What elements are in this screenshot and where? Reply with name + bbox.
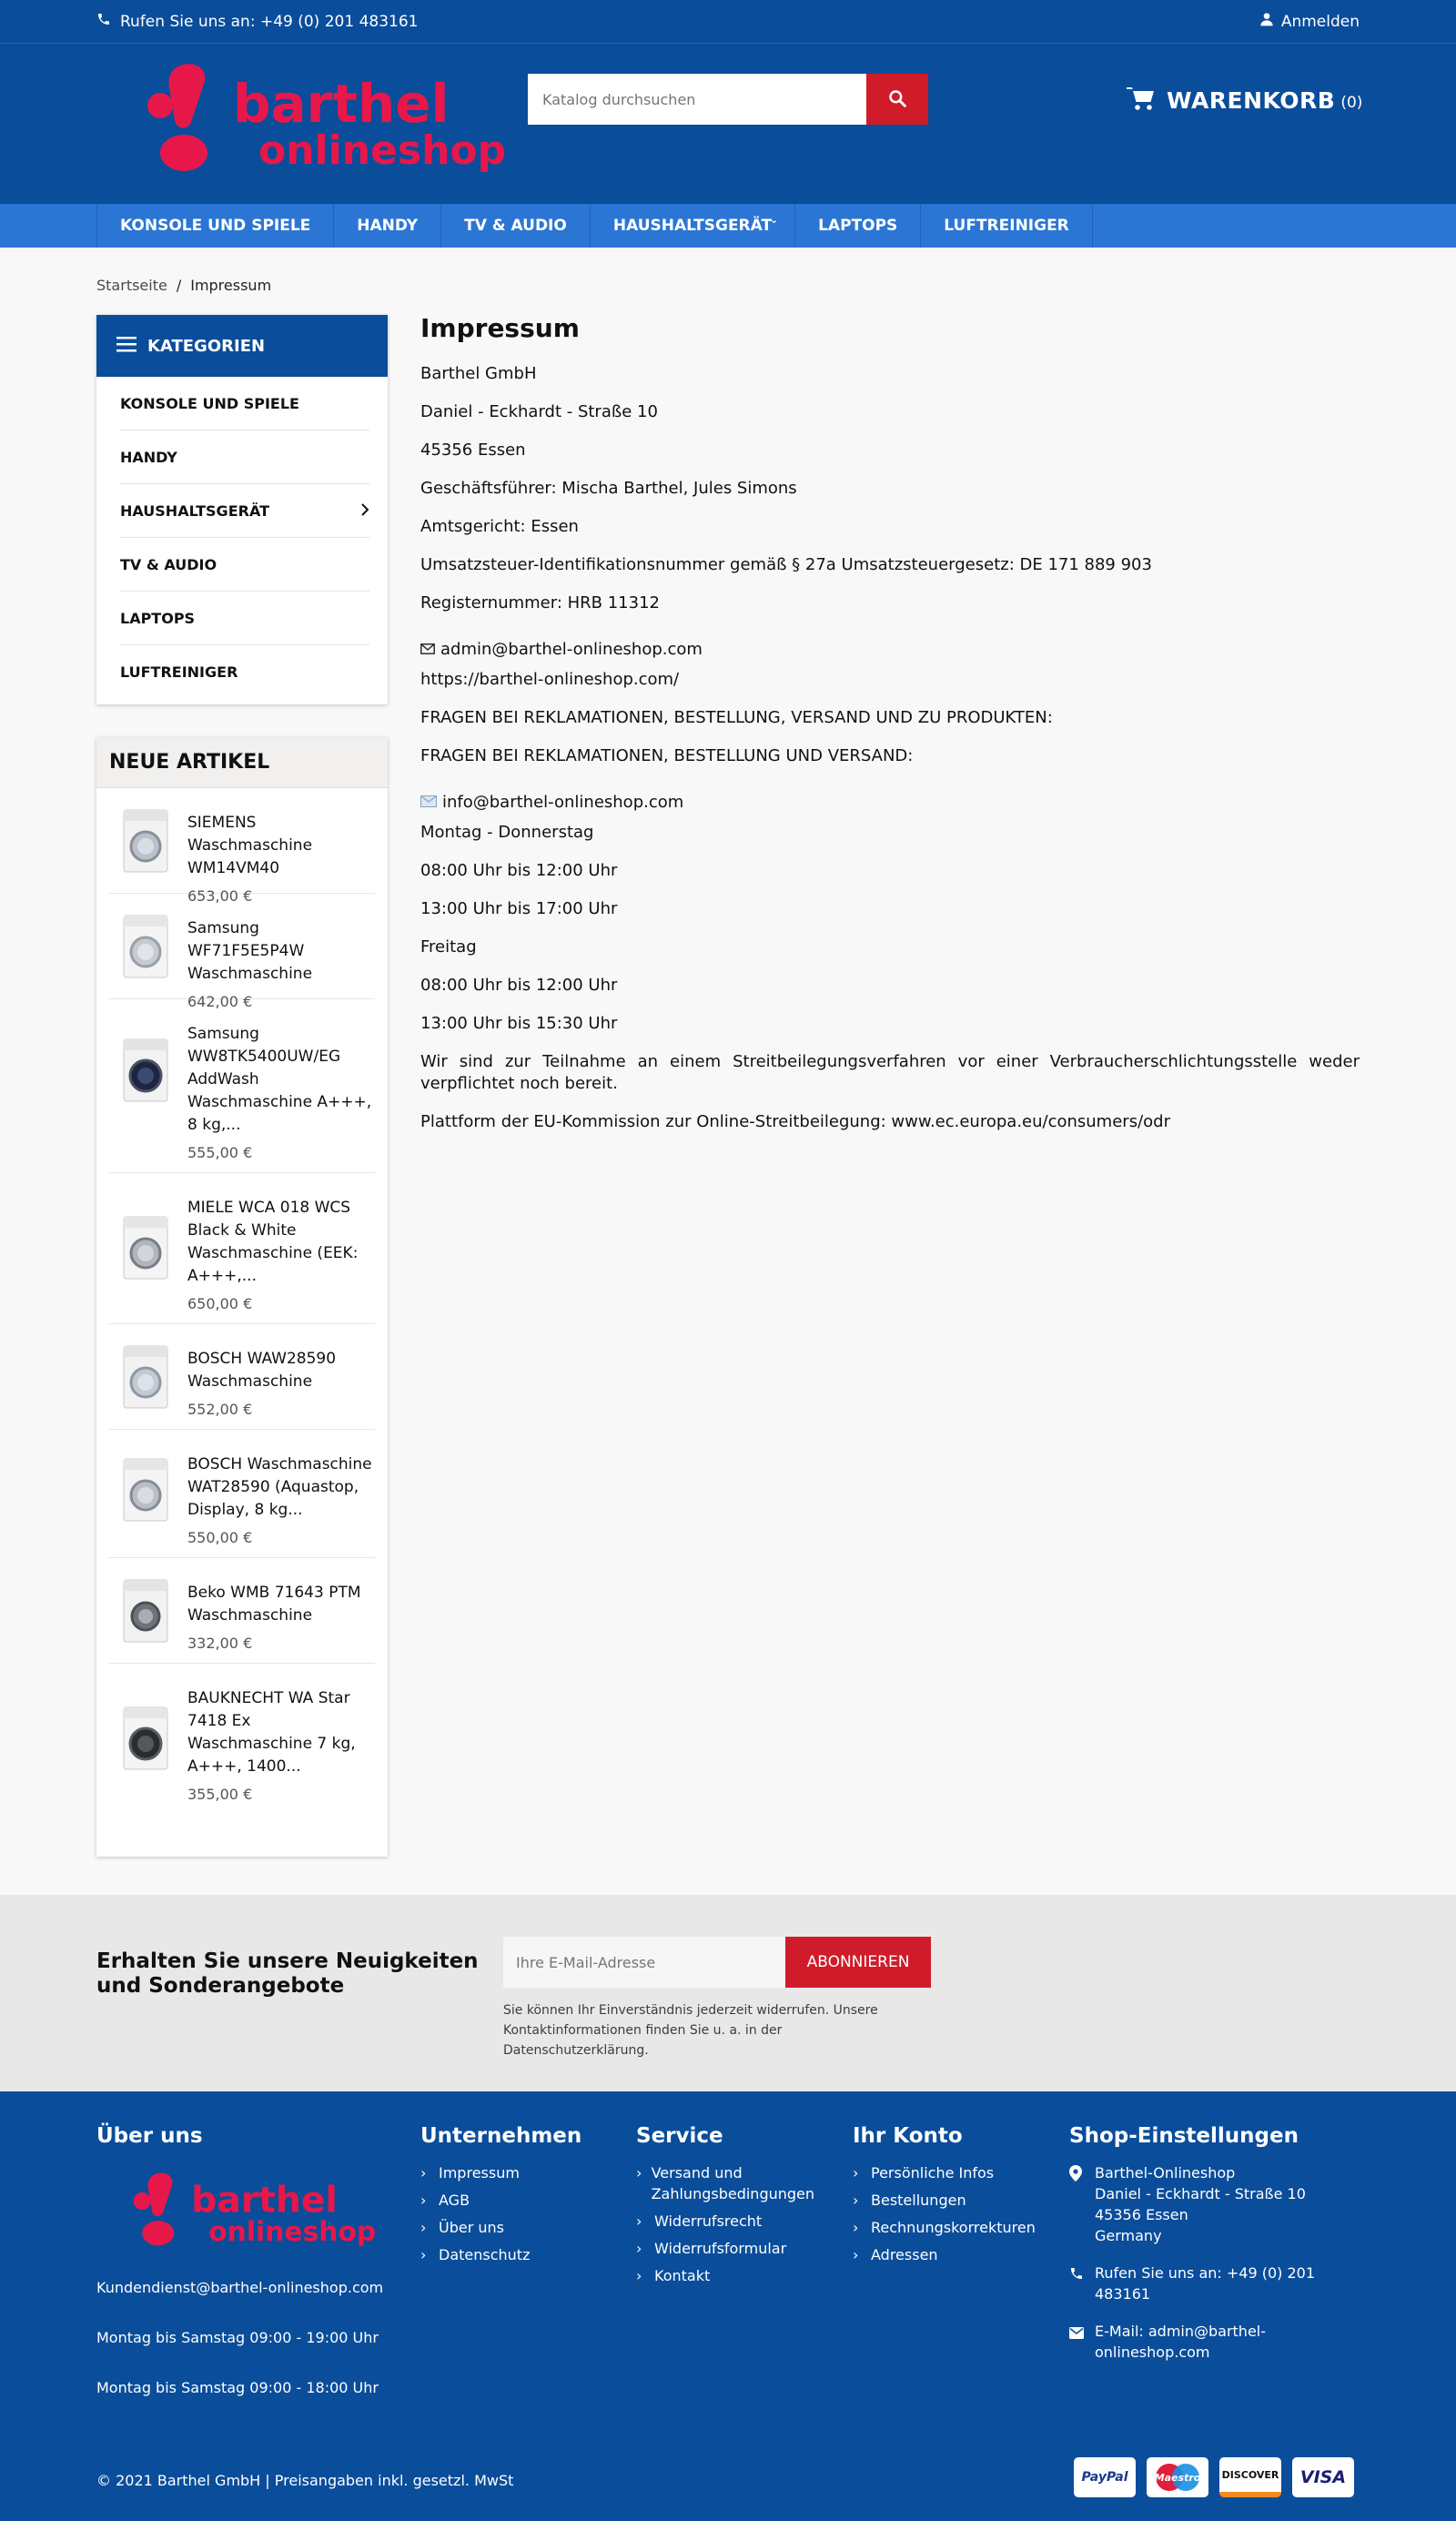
product-item[interactable] <box>109 1558 375 1664</box>
product-price: 650,00 € <box>187 1295 253 1312</box>
main-nav <box>0 204 1456 248</box>
court-info: Amtsgericht: Essen <box>420 517 579 536</box>
footer-company-title: Unternehmen <box>420 2124 582 2148</box>
footer-shop-title: Shop-Einstellungen <box>1069 2124 1299 2148</box>
category-label: TV & AUDIO <box>120 555 217 573</box>
washing-machine-image[interactable] <box>116 914 175 979</box>
washing-machine-image[interactable] <box>116 1344 175 1410</box>
cart-icon <box>1127 86 1156 115</box>
product-name[interactable]: BOSCH WAW28590 Waschmaschine <box>187 1350 337 1391</box>
product-item[interactable] <box>109 788 375 905</box>
footer-logo-word-2: onlineshop <box>208 2215 377 2248</box>
product-item[interactable] <box>109 1324 375 1430</box>
email-row <box>420 631 1360 669</box>
hamburger-icon <box>116 336 136 357</box>
subscribe-button[interactable]: ABONNIEREN <box>785 1937 931 1988</box>
newsletter-section <box>0 1895 1456 2091</box>
nav-label: TV & AUDIO <box>464 217 567 235</box>
logo-word-1: barthel <box>233 73 450 135</box>
product-item[interactable] <box>109 1664 375 1815</box>
vat-id: Umsatzsteuer-Identifikationsnummer gemäß § 27a Umsatzsteuergesetz: DE 171 889 903 <box>420 555 1152 574</box>
cart-label: WARENKORB <box>1167 86 1336 114</box>
company-street: Daniel - Eckhardt - Straße 10 <box>420 402 658 421</box>
chevron-right-icon: › <box>636 2164 642 2182</box>
search-input[interactable] <box>528 74 866 125</box>
nav-item-luftreiniger[interactable] <box>921 204 1092 248</box>
new-articles-title: NEUE ARTIKEL <box>96 737 388 788</box>
footer-link-orders[interactable] <box>853 2190 1053 2211</box>
envelope-icon <box>420 639 435 661</box>
website-link[interactable]: https://barthel-onlineshop.com/ <box>420 670 680 689</box>
product-name[interactable]: MIELE WCA 018 WCS Black & White Waschmaschine (EEK: A+++,... <box>187 1199 359 1285</box>
product-price: 642,00 € <box>187 993 253 1010</box>
product-price: 552,00 € <box>187 1401 253 1418</box>
envelope-icon <box>420 792 437 814</box>
footer-service-title: Service <box>636 2124 723 2148</box>
chevron-right-icon: › <box>853 2192 859 2209</box>
footer-link-label: Datenschutz <box>439 2246 531 2263</box>
footer-logo-word-1: barthel <box>191 2180 338 2222</box>
footer-link-ueber-uns[interactable] <box>420 2217 630 2238</box>
footer-about-title: Über uns <box>96 2124 203 2148</box>
washing-machine-image[interactable] <box>116 808 175 874</box>
maestro-logo <box>1147 2457 1208 2497</box>
footer-link-label: Bestellungen <box>871 2192 966 2209</box>
cart-count: (0) <box>1340 94 1363 112</box>
footer-phone[interactable] <box>1069 2263 1360 2304</box>
cart-link[interactable] <box>1127 86 1362 115</box>
chevron-right-icon: › <box>636 2240 642 2257</box>
product-price: 653,00 € <box>187 887 253 905</box>
nav-label: HAUSHALTSGERÄT <box>612 217 773 235</box>
product-name[interactable]: SIEMENS Waschmaschine WM14VM40 <box>187 814 313 877</box>
page-title: Impressum <box>420 313 580 343</box>
footer-link-personal-info[interactable] <box>853 2162 1053 2183</box>
managing-directors: Geschäftsführer: Mischa Barthel, Jules Simons <box>420 479 797 498</box>
chevron-right-icon: › <box>420 2246 427 2263</box>
footer-link-label: Kontakt <box>654 2267 711 2284</box>
login-link[interactable] <box>1259 12 1360 31</box>
footer-link-datenschutz[interactable] <box>420 2244 630 2265</box>
footer-company <box>420 2124 630 2272</box>
nav-item-handy[interactable] <box>334 204 441 248</box>
breadcrumb-separator: / <box>176 277 182 294</box>
location-pin-icon <box>1069 2162 1084 2187</box>
paypal-logo: PayPal <box>1074 2457 1136 2497</box>
footer-link-label: Rechnungskorrekturen <box>871 2219 1036 2236</box>
category-item[interactable] <box>120 484 369 538</box>
newsletter-form <box>503 1937 931 1988</box>
footer-address-city: 45356 Essen <box>1095 2206 1188 2223</box>
info-email-row <box>420 784 1360 822</box>
footer-link-label: Widerrufsrecht <box>654 2212 763 2230</box>
shop-logo[interactable] <box>144 62 507 175</box>
category-item[interactable] <box>120 645 369 699</box>
newsletter-title: Erhalten Sie unsere Neuigkeiten und Sonderangebote <box>96 1949 479 1998</box>
footer-link-addresses[interactable] <box>853 2244 1053 2265</box>
footer-hours-1: Montag bis Samstag 09:00 - 19:00 Uhr <box>96 2329 379 2346</box>
top-phone[interactable] <box>96 12 418 31</box>
logo-word-2: onlineshop <box>258 127 507 174</box>
top-phone-text: Rufen Sie uns an: +49 (0) 201 483161 <box>120 12 419 31</box>
payment-methods <box>1074 2457 1354 2497</box>
nav-item-haushaltsgeraet[interactable] <box>591 204 795 248</box>
hours-1b: 13:00 Uhr bis 17:00 Uhr <box>420 899 618 918</box>
user-icon <box>1259 12 1274 31</box>
footer-link-label: Adressen <box>871 2246 938 2263</box>
nav-label: KONSOLE UND SPIELE <box>120 217 311 235</box>
product-name[interactable]: Beko WMB 71643 PTM Waschmaschine <box>187 1584 361 1625</box>
new-articles-list <box>96 788 388 1815</box>
footer-link-widerrufsformular[interactable] <box>636 2238 836 2259</box>
footer-link-kontakt[interactable] <box>636 2265 836 2286</box>
product-item[interactable] <box>109 1430 375 1558</box>
chevron-right-icon[interactable] <box>360 502 369 520</box>
footer <box>0 2091 1456 2521</box>
category-item[interactable] <box>120 377 369 430</box>
category-item[interactable] <box>120 592 369 645</box>
breadcrumb-current: Impressum <box>190 277 272 294</box>
admin-email-link[interactable]: admin@barthel-onlineshop.com <box>440 640 703 659</box>
register-number: Registernummer: HRB 11312 <box>420 593 660 613</box>
product-name[interactable]: BAUKNECHT WA Star 7418 Ex Waschmaschine 7 kg, A+++, 1400... <box>187 1689 356 1776</box>
weekday-range-1: Montag - Donnerstag <box>420 823 594 842</box>
category-label: LAPTOPS <box>120 609 196 627</box>
copyright: © 2021 Barthel GmbH | Preisangaben inkl. gesetzl. MwSt <box>96 2472 514 2489</box>
footer-address-country: Germany <box>1095 2227 1162 2244</box>
footer-service <box>636 2124 836 2293</box>
footer-about <box>96 2124 406 2434</box>
categories-panel <box>96 315 388 704</box>
chevron-down-icon: ⌄ <box>769 214 779 226</box>
phone-icon <box>1069 2263 1084 2286</box>
newsletter-note: Sie können Ihr Einverständnis jederzeit widerrufen. Unsere Kontaktinformationen finden Sie u. a. in der Datenschutzerklärung. <box>503 2003 878 2058</box>
chevron-right-icon: › <box>420 2192 427 2209</box>
chevron-right-icon: › <box>853 2219 859 2236</box>
chevron-right-icon: › <box>853 2246 859 2263</box>
category-item[interactable] <box>120 430 369 484</box>
mail-icon <box>1069 2321 1084 2344</box>
footer-link-versand[interactable] <box>636 2162 836 2204</box>
footer-email[interactable] <box>1069 2321 1360 2363</box>
questions-heading-2: FRAGEN BEI REKLAMATIONEN, BESTELLUNG UND VERSAND: <box>420 746 914 765</box>
visa-logo: VISA <box>1292 2457 1354 2497</box>
product-price: 550,00 € <box>187 1529 253 1546</box>
footer-shop-settings <box>1069 2124 1360 2379</box>
footer-link-label: Über uns <box>439 2219 504 2236</box>
product-item[interactable] <box>109 894 375 1010</box>
footer-address-name: Barthel-Onlineshop <box>1095 2164 1236 2182</box>
chevron-right-icon: › <box>853 2164 859 2182</box>
washing-machine-image[interactable] <box>116 1215 175 1281</box>
header <box>0 44 1456 204</box>
phone-icon <box>96 12 111 31</box>
footer-link-widerrufsrecht[interactable] <box>636 2211 836 2232</box>
breadcrumb-home[interactable]: Startseite <box>96 277 167 294</box>
search-button[interactable] <box>866 74 928 125</box>
company-name: Barthel GmbH <box>420 364 537 383</box>
footer-hours-2: Montag bis Samstag 09:00 - 18:00 Uhr <box>96 2379 379 2396</box>
dispute-notice: Wir sind zur Teilnahme an einem Streitbeilegungsverfahren vor einer Verbraucherschlichtungsstelle weder verpflichtet noch bereit. <box>420 1052 1360 1093</box>
product-name[interactable]: Samsung WW8TK5400UW/EG AddWash Waschmaschine A+++, 8 kg,... <box>187 1025 372 1134</box>
washing-machine-image[interactable] <box>116 1578 175 1644</box>
footer-phone-text: Rufen Sie uns an: +49 (0) 201 483161 <box>1095 2264 1316 2303</box>
eu-platform-notice: Plattform der EU-Kommission zur Online-Streitbeilegung: www.ec.europa.eu/consumers/odr <box>420 1112 1170 1131</box>
weekday-range-2: Freitag <box>420 937 477 957</box>
footer-link-label: Impressum <box>439 2164 520 2182</box>
category-label: KONSOLE UND SPIELE <box>120 394 299 412</box>
hours-2b: 13:00 Uhr bis 15:30 Uhr <box>420 1014 618 1033</box>
chevron-right-icon: › <box>420 2219 427 2236</box>
footer-service-email[interactable]: Kundendienst@barthel-onlineshop.com <box>96 2279 384 2296</box>
footer-address <box>1069 2162 1360 2246</box>
footer-email-line-1: E-Mail: admin@barthel- <box>1095 2323 1267 2340</box>
search-form <box>528 74 928 125</box>
product-price: 332,00 € <box>187 1635 253 1652</box>
footer-link-label: Versand und Zahlungsbedingungen <box>651 2164 815 2202</box>
top-bar <box>0 0 1456 44</box>
category-label: HANDY <box>120 448 177 466</box>
footer-link-label: Widerrufsformular <box>654 2240 787 2257</box>
footer-link-agb[interactable] <box>420 2190 630 2211</box>
footer-account-title: Ihr Konto <box>853 2124 963 2148</box>
nav-item-tv-audio[interactable] <box>441 204 591 248</box>
impressum-content <box>420 313 1360 1149</box>
washing-machine-image[interactable] <box>116 1038 175 1103</box>
footer-link-label: AGB <box>439 2192 470 2209</box>
nav-label: LUFTREINIGER <box>944 217 1069 235</box>
footer-address-street: Daniel - Eckhardt - Straße 10 <box>1095 2185 1306 2202</box>
product-price: 555,00 € <box>187 1144 253 1161</box>
footer-link-label: Persönliche Infos <box>871 2164 995 2182</box>
nav-item-konsole[interactable] <box>97 204 334 248</box>
product-name[interactable]: BOSCH Waschmaschine WAT28590 (Aquastop, Display, 8 kg... <box>187 1455 372 1519</box>
maestro-label: Maestro <box>1154 2471 1201 2484</box>
washing-machine-image[interactable] <box>116 1457 175 1523</box>
hours-2a: 08:00 Uhr bis 12:00 Uhr <box>420 976 618 995</box>
product-price: 355,00 € <box>187 1786 253 1803</box>
nav-label: LAPTOPS <box>818 217 898 235</box>
category-item[interactable] <box>120 538 369 592</box>
product-item[interactable] <box>109 1173 375 1324</box>
washing-machine-image[interactable] <box>116 1706 175 1771</box>
footer-link-credit-slips[interactable] <box>853 2217 1053 2238</box>
info-email-link[interactable]: info@barthel-onlineshop.com <box>442 793 684 812</box>
login-label: Anmelden <box>1280 12 1360 31</box>
product-name[interactable]: Samsung WF71F5E5P4W Waschmaschine <box>187 919 313 983</box>
nav-label: HANDY <box>357 217 419 235</box>
chevron-right-icon: › <box>420 2164 427 2182</box>
new-articles-panel <box>96 737 388 1857</box>
search-icon <box>888 89 906 110</box>
chevron-right-icon: › <box>636 2267 642 2284</box>
category-label: LUFTREINIGER <box>120 663 238 681</box>
categories-title: KATEGORIEN <box>147 336 266 356</box>
discover-logo: DISCOVER <box>1219 2457 1281 2497</box>
footer-account <box>853 2124 1053 2272</box>
hours-1a: 08:00 Uhr bis 12:00 Uhr <box>420 861 618 880</box>
breadcrumb <box>96 277 271 294</box>
footer-email-line-2: onlineshop.com <box>1095 2344 1210 2361</box>
product-item[interactable] <box>109 999 375 1173</box>
questions-heading-1: FRAGEN BEI REKLAMATIONEN, BESTELLUNG, VERSAND UND ZU PRODUKTEN: <box>420 708 1053 727</box>
company-city: 45356 Essen <box>420 440 526 460</box>
category-label: HAUSHALTSGERÄT <box>120 501 269 520</box>
categories-header <box>96 315 388 377</box>
footer-logo[interactable] <box>131 2166 377 2257</box>
footer-link-impressum[interactable] <box>420 2162 630 2183</box>
newsletter-email-input[interactable] <box>503 1937 785 1988</box>
chevron-right-icon: › <box>636 2212 642 2230</box>
nav-item-laptops[interactable] <box>795 204 921 248</box>
